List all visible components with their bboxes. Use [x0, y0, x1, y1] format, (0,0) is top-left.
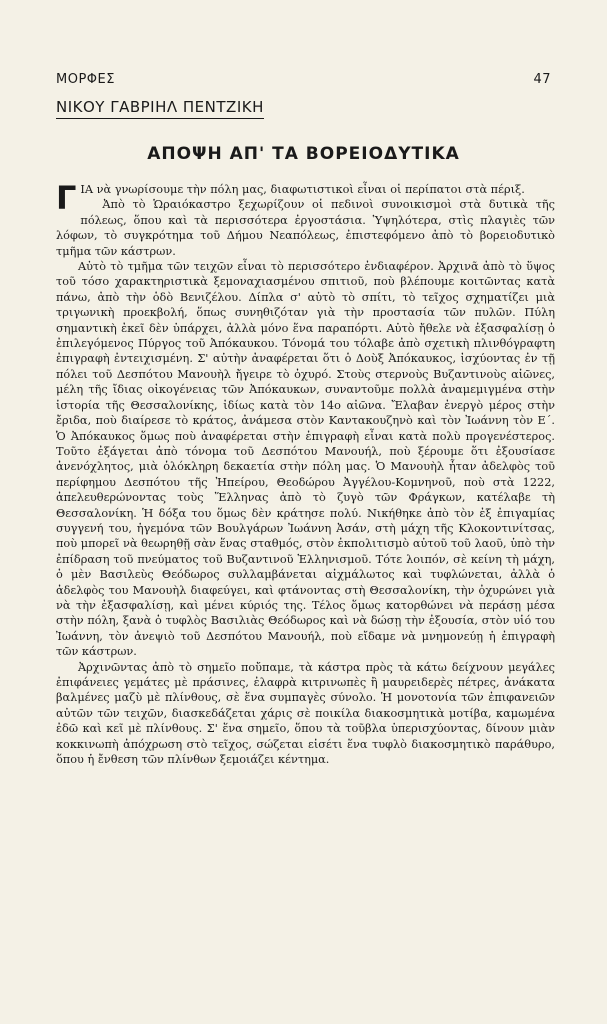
article-body — [56, 179, 555, 767]
article-title: ΑΠΟΨΗ ΑΠ' ΤΑ ΒΟΡΕΙΟΔΥΤΙΚΑ — [147, 144, 460, 164]
paragraph: ΓΙΑ νὰ γνωρίσουμε τὴν πόλη μας, διαφωτιστικοὶ εἶναι οἱ περίπατοι στὰ πέριξ. — [56, 179, 525, 217]
paragraph: Αὐτὸ τὸ τμῆμα τῶν τειχῶν εἶναι τὸ περισσότερο ἐνδιαφέρον. Ἀρχινᾶ ἀπὸ τὸ ὕψος τοῦ τόσο χαρακτηριστικὰ ξεμοναχιασμένου σπιτιοῦ, ποὺ βλέπουμε κοιτῶντας κατὰ πάνω, ἀπὸ τὴν ὁδὸ Βενιζέλου. Δίπλα σ' αὐτὸ τὸ σπίτι, τὸ τεῖχος σχηματίζει μιὰ τριγωνικὴ προεκβολή, ὅπως συνηθιζόταν γιὰ τὴν προστασία τῶν πυλῶν. Πύλη σημαντικὴ ἐκεῖ δὲν ὑπάρχει, ἀλλὰ μόνο ἕνα παραπόρτι. Αὐτὸ ἤθελε νὰ ἐξασφαλίσῃ ὁ ἐπιλεγόμενος Πύργος τοῦ Ἀπόκαυκου. Τόνομά του τόλαβε ἀπὸ σχετικὴ πλινθόγραφτη ἐπιγραφὴ ἐντειχισμένη. Σ' αὐτὴν ἀναφέρεται ὅτι ὁ Δοὺξ Ἀπόκαυκος, ἰσχύοντας ἐν τῇ πόλει τοῦ Δεσπότου Μανουὴλ ἤγειρε τὸ ὀχυρό. Στοὺς στερνοὺς Βυζαντινοὺς αἰῶνες, μέλη τῆς ἴδιας οἰκογένειας τῶν Ἀπόκαυκων, συναντοῦμε πολλὰ ἀναμεμιγμένα στὴν ἱστορία τῆς Θεσσαλονίκης, ἰδίως κατὰ τὸν 14ο αἰῶνα. Ἔλαβαν ἐνεργὸ μέρος στὴν ἔριδα, ποὺ διαίρεσε τὸ κράτος, ἀνάμεσα στὸν Καντακουζηνὸ καὶ τὸν Ἰωάννη τὸν Ε΄. Ὁ Ἀπόκαυκος ὅμως ποὺ ἀναφέρεται στὴν ἐπιγραφὴ εἶναι κατὰ πολὺ προγενέστερος. Τοῦτο ἐξάγεται ἀπὸ τόνομα τοῦ Δεσπότου Μανουήλ, ποὺ ξέρουμε ὅτι ἐξουσίασε ἀνενόχλητος, μιὰ ὁλόκληρη δεκαετία στὴν πόλη μας. Ὁ Μανουὴλ ἦταν ἀδελφὸς τοῦ περίφημου Δεσπότου τῆς Ἠπείρου, Θεοδώρου Ἀγγέλου-Κομνηνοῦ, ποὺ στὰ 1222, ἀπελευθερώνοντας τοὺς Ἕλληνας ἀπὸ τὸ ζυγὸ τῶν Φράγκων, κατέλαβε τὴ Θεσσαλονίκη. Ἡ δόξα του ὅμως δὲν κράτησε πολύ. Νικήθηκε ἀπὸ τὸν ἐξ ἐπιγαμίας συγγενή του, ἡγεμόνα τῶν Βουλγάρων Ἰωάννη Ἀσάν, στὴ μάχη τῆς Κλοκοντινίτσας, ποὺ μπορεῖ νὰ θεωρηθῇ σὰν ἕνας σταθμός, στὸν ἐκπολιτισμὸ αὐτοῦ τοῦ λαοῦ, ὑπὸ τὴν ἐπίδραση τοῦ πνεύματος τοῦ Βυζαντινοῦ Ἑλληνισμοῦ. Τότε λοιπόν, σὲ κείνη τὴ μάχη, ὁ μὲν Βασιλεὺς Θεόδωρος συλλαμβάνεται αἰχμάλωτος καὶ τυφλώνεται, ἀλλὰ ὁ ἀδελφὸς του Μανουὴλ διαφεύγει, καὶ φτάνοντας στὴ Θεσσαλονίκη, τὴν ὀχυρώνει γιὰ νὰ τὴν ἐξασφαλίσῃ, καὶ μένει κύριός της. Τέλος ὅμως κατορθώνει νὰ περάσῃ μέσα στὴν πόλη, ξανὰ ὁ τυφλὸς Βασιλιὰς Θεόδωρος καὶ νὰ δώσῃ τὴν ἐξουσία, στὸν υἱό του Ἰωάννη, τὸν ἀνεψιὸ τοῦ Δεσπότου Μανουήλ, ποὺ εἴδαμε νὰ μνημονεύῃ ἡ ἐπιγραφὴ τῶν κάστρων. — [56, 260, 555, 659]
page-number: 47 — [533, 72, 551, 87]
paragraph: Ἀρχινῶντας ἀπὸ τὸ σημεῖο ποὔπαμε, τὰ κάστρα πρὸς τὰ κάτω δείχνουν μεγάλες ἐπιφάνειες γεμάτες μὲ πράσινες, ἐλαφρὰ κιτρινωπὲς ἢ μαυρειδερὲς πέτρες, ἀνάκατα βαλμένες μαζὺ μὲ πλίνθους, σὲ ἕνα συμπαγὲς σύνολο. Ἡ μονοτονία τῶν ἐπιφανειῶν αὐτῶν τῶν τειχῶν, διασκεδάζεται χάρις σὲ ποικίλα διακοσμητικὰ μοτίβα, καμωμένα ἐδῶ καὶ κεῖ μὲ πλίνθους. Σ' ἕνα σημεῖο, ὅπου τὰ τοῦβλα ὑπερισχύοντας, δίνουν μιὰν κοκκινωπὴ ἀπόχρωση στὸ τεῖχος, σώζεται εἰσέτι ἕνα τυφλὸ διακοσμητικὸ παράθυρο, ὅπου ἡ ἔνθεση τῶν πλίνθων ξεμοιάζει κέντημα. — [56, 660, 555, 767]
drop-cap: Γ — [56, 179, 77, 217]
article-author: ΝΙΚΟΥ ΓΑΒΡΙΗΛ ΠΕΝΤΖΙΚΗ — [56, 98, 264, 119]
paragraph: Ἀπὸ τὸ Ὡραιόκαστρο ξεχωρίζουν οἱ πεδινοὶ συνοικισμοὶ στὰ δυτικὰ τῆς πόλεως, ὅπου καὶ τὰ περισσότερα ἐργοστάσια. Ὑψηλότερα, στὶς πλαγιὲς τῶν λόφων, τὸ συγκρότημα τοῦ Δήμου Νεαπόλεως, ἐπιστεφόμενο ἀπὸ τὸ βορειοδυτικὸ τμῆμα τῶν κάστρων. — [56, 198, 555, 258]
journal-name: ΜΟΡΦΕΣ — [56, 72, 115, 87]
running-head — [56, 72, 551, 87]
